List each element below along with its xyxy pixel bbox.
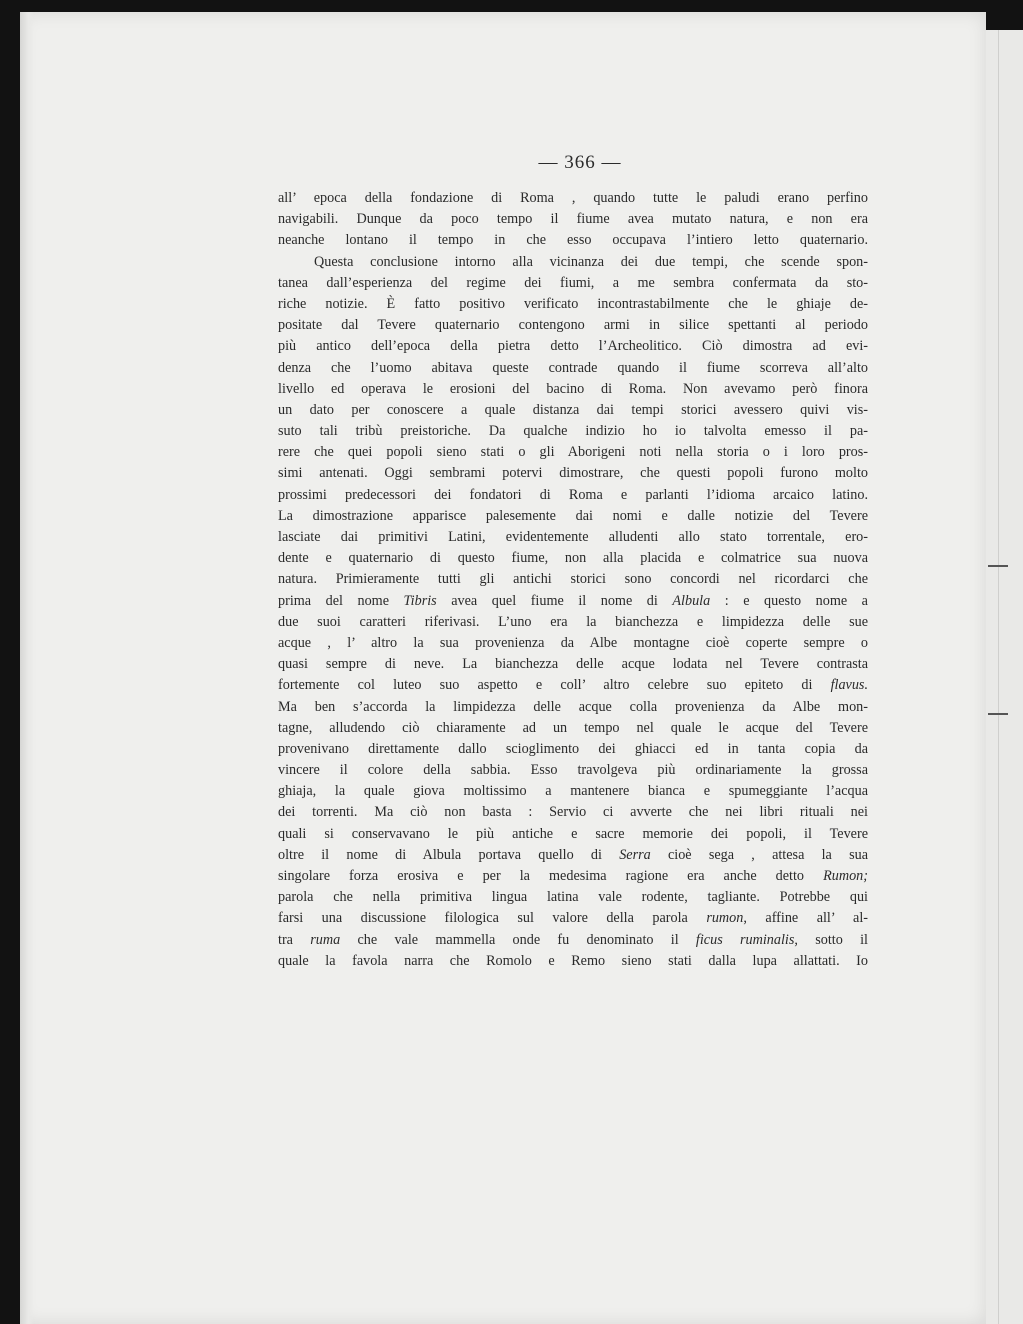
- text-line: [278, 336, 868, 357]
- text-line: [278, 654, 868, 675]
- italic-term: Rumon;: [823, 868, 868, 884]
- text-line: [278, 379, 868, 400]
- text-line: [278, 273, 868, 294]
- text-line: [278, 527, 868, 548]
- text-line: [278, 824, 868, 845]
- text-span: fortemente col luteo suo aspetto e coll’ altro celebre suo epiteto di: [278, 677, 831, 694]
- text-line: [278, 315, 868, 336]
- text-span: due suoi caratteri riferivasi. L’uno era la bianchezza e limpidezza delle sue: [278, 613, 868, 630]
- text-line: [278, 358, 868, 379]
- text-span: , sotto il: [794, 931, 868, 948]
- text-line: [278, 930, 868, 951]
- text-span: che vale mammella onde fu denominato il: [340, 931, 696, 948]
- italic-term: ficus ruminalis: [695, 931, 795, 948]
- italic-term: flavus.: [830, 677, 868, 694]
- text-line: [278, 718, 868, 739]
- text-line: [278, 887, 868, 908]
- text-span: un dato per conoscere a quale distanza dai tempi storici avessero quivi vis-: [278, 401, 868, 418]
- text-span: rere che quei popoli sieno stati o gli Aborigeni noti nella storia o i loro pros-: [278, 444, 868, 461]
- text-line: [278, 421, 868, 442]
- text-line: [278, 548, 868, 569]
- text-span: tra: [278, 931, 311, 948]
- text-span: dei torrenti. Ma ciò non basta : Servio ci avverte che nei libri rituali nei: [278, 804, 868, 821]
- text-line: [278, 612, 868, 633]
- text-span: lasciate dai primitivi Latini, evidentemente alludenti allo stato torrentale, ero-: [278, 529, 868, 545]
- text-span: simi antenati. Oggi sembrami potervi dimostrare, che questi popoli furono molto: [278, 465, 868, 482]
- text-span: prima del nome: [278, 592, 404, 609]
- text-span: : e questo nome a: [710, 592, 868, 609]
- text-span: quasi sempre di neve. La bianchezza delle acque lodata nel Tevere contrasta: [278, 656, 868, 673]
- text-span: Ma ben s’accorda la limpidezza delle acque colla provenienza da Albe mon-: [278, 698, 868, 715]
- text-span: navigabili. Dunque da poco tempo il fiume avea mutato natura, e non era: [278, 211, 868, 228]
- text-span: denza che l’uomo abitava queste contrade quando il fiume scorreva all’alto: [278, 359, 868, 376]
- text-span: all’ epoca della fondazione di Roma , quando tutte le paludi erano perfino: [278, 190, 868, 206]
- text-span: vincere il colore della sabbia. Esso travolgeva più ordinariamente la grossa: [278, 762, 868, 779]
- text-span: oltre il nome di Albula portava quello di: [278, 846, 620, 863]
- text-span: cioè sega , attesa la sua: [650, 846, 868, 863]
- page-edge-mark: [988, 565, 1008, 567]
- text-line: [278, 506, 868, 527]
- italic-term: Albula: [672, 592, 711, 609]
- text-span: parola che nella primitiva lingua latina vale rodente, tagliante. Potrebbe qui: [278, 889, 868, 906]
- text-line: [278, 633, 868, 654]
- italic-term: Serra: [619, 846, 651, 863]
- text-span: avea quel fiume il nome di: [436, 592, 673, 609]
- text-span: acque , l’ altro la sua provenienza da Albe montagne cioè coperte sempre o: [278, 634, 868, 651]
- text-line: [278, 294, 868, 315]
- text-line: [278, 739, 868, 760]
- text-span: livello ed operava le erosioni del bacino di Roma. Non avevamo però finora: [278, 380, 868, 397]
- text-span: positate dal Tevere quaternario contengono armi in silice spettanti al periodo: [278, 317, 868, 334]
- text-line: [278, 802, 868, 823]
- text-span: tanea dall’esperienza del regime dei fiumi, a me sembra confermata da sto-: [278, 274, 868, 291]
- text-line: [278, 485, 868, 506]
- text-line: [278, 463, 868, 484]
- body-text: [278, 188, 868, 972]
- italic-term: rumon: [706, 910, 744, 927]
- text-span: Questa conclusione intorno alla vicinanza dei due tempi, che scende spon-: [314, 253, 868, 270]
- text-line: [278, 442, 868, 463]
- text-line: [278, 866, 868, 887]
- text-span: ghiaja, la quale giova moltissimo a mantenere bianca e spumeggiante l’acqua: [278, 783, 868, 800]
- text-span: farsi una discussione filologica sul valore della parola: [278, 910, 707, 927]
- text-span: La dimostrazione apparisce palesemente dai nomi e dalle notizie del Tevere: [278, 507, 868, 524]
- text-span: prossimi predecessori dei fondatori di Roma e parlanti l’idioma arcaico latino.: [278, 486, 868, 503]
- text-line: [278, 951, 868, 972]
- italic-term: ruma: [310, 931, 341, 948]
- text-span: suto tali tribù preistoriche. Da qualche indizio ho io talvolta emesso il pa-: [278, 423, 868, 440]
- text-line: [278, 188, 868, 209]
- text-span: provenivano direttamente dallo scioglimento dei ghiacci ed in tanta copia da: [278, 740, 868, 757]
- text-line: [278, 569, 868, 590]
- text-line: [278, 760, 868, 781]
- page-gutter-shadow: [20, 12, 34, 1324]
- text-span: quali si conservavano le più antiche e sacre memorie dei popoli, il Tevere: [278, 825, 868, 842]
- text-line: [278, 400, 868, 421]
- text-line: [278, 675, 868, 696]
- page-edge-mark: [988, 713, 1008, 715]
- text-line: [278, 845, 868, 866]
- text-span: singolare forza erosiva e per la medesima ragione era anche detto: [278, 868, 824, 884]
- text-line: [278, 252, 868, 273]
- text-line: [278, 591, 868, 612]
- adjacent-page-edge: [986, 30, 1023, 1324]
- text-span: , affine all’ al-: [743, 910, 868, 927]
- text-span: quale la favola narra che Romolo e Remo sieno stati dalla lupa allattati. Io: [278, 952, 868, 969]
- text-span: natura. Primieramente tutti gli antichi storici sono concordi nel ricordarci che: [278, 571, 868, 588]
- text-line: [278, 781, 868, 802]
- text-span: riche notizie. È fatto positivo verificato incontrastabilmente che le ghiaje de-: [278, 295, 868, 312]
- page-number: — 366 —: [538, 152, 622, 173]
- text-span: dente e quaternario di questo fiume, non alla placida e colmatrice sua nuova: [278, 550, 868, 567]
- italic-term: Tibris: [403, 592, 437, 609]
- text-line: [278, 908, 868, 929]
- text-span: tagne, alludendo ciò chiaramente ad un tempo nel quale le acque del Tevere: [278, 719, 868, 736]
- text-line: [278, 230, 868, 251]
- text-span: più antico dell’epoca della pietra detto l’Archeolitico. Ciò dimostra ad evi-: [278, 338, 868, 355]
- text-line: [278, 697, 868, 718]
- text-span: neanche lontano il tempo in che esso occupava l’intiero letto quaternario.: [278, 232, 868, 249]
- text-line: [278, 209, 868, 230]
